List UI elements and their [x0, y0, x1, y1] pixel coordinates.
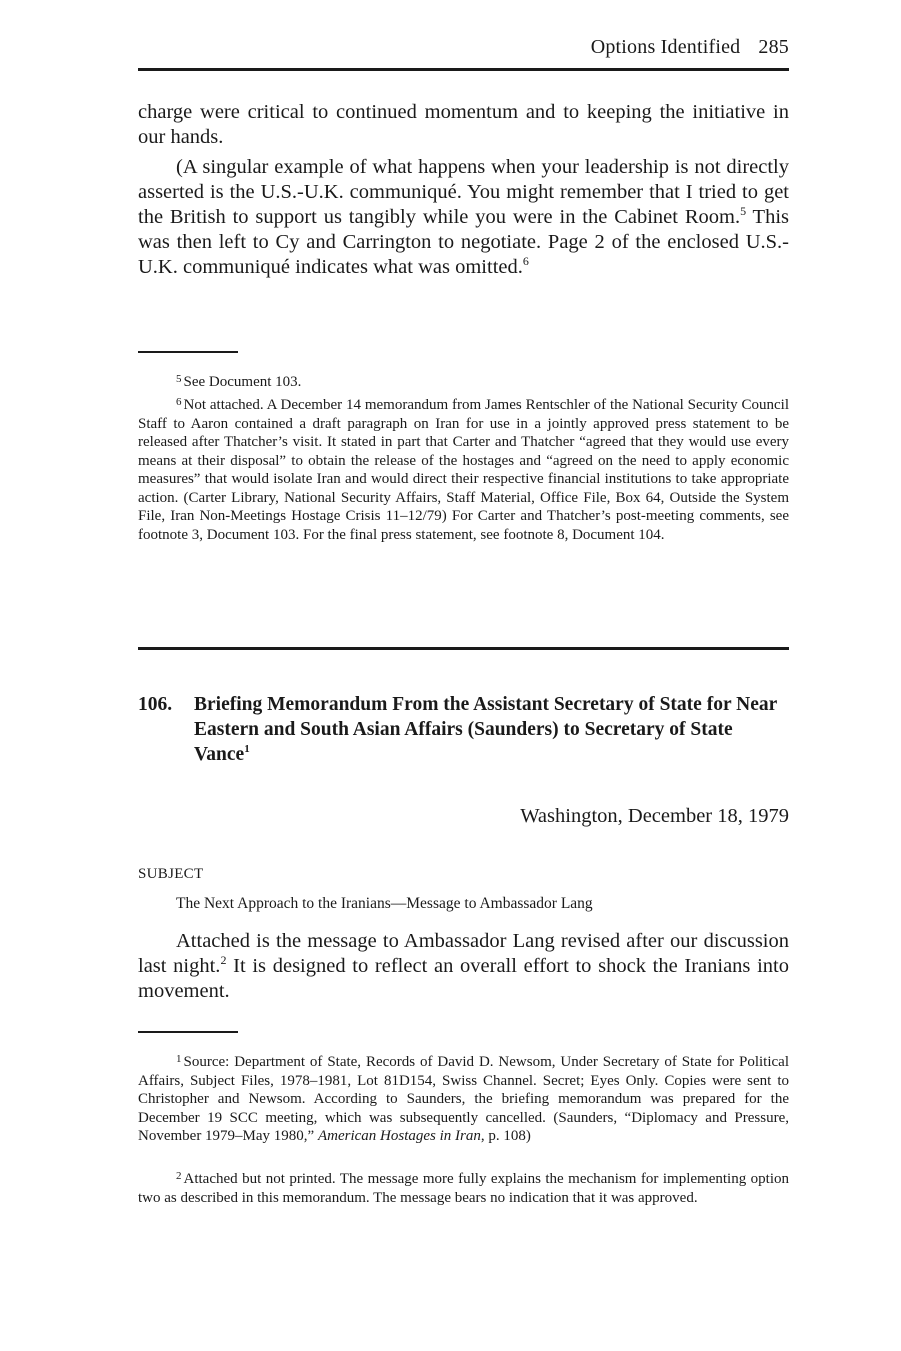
page-number: 285 [758, 36, 789, 58]
subject-line: The Next Approach to the Iranians—Message to Ambassador Lang [176, 895, 593, 912]
paragraph-continuation: charge were critical to continued momentum and to keeping the initiative in our hands. [138, 101, 789, 148]
paragraph-communique [138, 155, 789, 280]
footnote-text: Not attached. A December 14 memorandum from James Rentschler of the National Security Council Staff to Aaron contained a draft paragraph on Iran for use in a jointly approved press statement to be released after Thatcher’s visit. It stated in part that Carter and Thatcher “agreed that they would use every means at their disposal” to obtain the release of the hostages and “agreed on the need to apply economic measures” that would isolate Iran and would direct their respective financial institutions to take appropriate action. (Carter Library, National Security Affairs, Staff Material, Office File, Box 64, Outside the System File, Iran Non-Meetings Hostage Crisis 11–12/79) For Carter and Thatcher’s post-meeting comments, see footnote 3, Document 103. For the final press statement, see footnote 8, Document 104. [138, 397, 789, 543]
footnote-text: Attached but not printed. The message more fully explains the mechanism for implementing option two as described in this memorandum. The message bears no indication that it was approved. [138, 1171, 789, 1206]
paragraph-text: This was then left to Cy and Carrington to negotiate. Page 2 of the enclosed U.S.-U.K. communiqué indicates what was omitted. [138, 206, 790, 278]
footnote-number: 6 [176, 396, 182, 408]
dateline: Washington, December 18, 1979 [520, 805, 789, 827]
paragraph-text: It is designed to reflect an overall effort to shock the Iranians into movement. [138, 955, 789, 1002]
footnote-ref-2: 2 [220, 953, 227, 967]
footnote-ref-5: 5 [740, 204, 747, 218]
paragraph-memo-body [138, 929, 789, 1004]
footnote-number: 1 [176, 1053, 182, 1065]
header-rule [138, 68, 789, 71]
running-head [591, 36, 789, 59]
footnote-6 [138, 393, 789, 544]
footnote-ref-1: 1 [244, 743, 250, 755]
paragraph-text: (A singular example of what happens when your leadership is not directly asserted is the U.S.-U.K. communiqué. You might remember that I tried to get the British to support us tangibly while you were in the Cabinet Room. [138, 156, 789, 228]
document-number: 106. [138, 694, 173, 715]
footnote-2 [138, 1167, 789, 1207]
document-title-text: Briefing Memorandum From the Assistant Secretary of State for Near Eastern and South Asian Affairs (Saunders) to Secretary of State Vance [194, 694, 777, 765]
document-heading [138, 692, 789, 767]
section-rule [138, 647, 789, 650]
footnote-1 [138, 1050, 789, 1146]
footnote-text: Source: Department of State, Records of David D. Newsom, Under Secretary of State for Political Affairs, Subject Files, 1978–1981, Lot 81D154, Swiss Channel. Secret; Eyes Only. Copies were sent to Christopher and Newsom. According to Saunders, the briefing memorandum was prepared for the December 19 SCC meeting, which was subsequently cancelled. (Saunders, “Diplomacy and Pressure, November 1979–May 1980,” [138, 1054, 789, 1144]
subject-label: SUBJECT [138, 866, 204, 882]
footnote-rule [138, 351, 238, 353]
document-title [194, 692, 789, 767]
footnote-text: See Document 103. [183, 374, 302, 390]
section-title: Options Identified [590, 36, 741, 58]
footnote-number: 5 [176, 373, 182, 385]
paragraph-text: Attached is the message to Ambassador Lang revised after our discussion last night. [138, 930, 789, 977]
footnote-italic-title: American Hostages in Iran [317, 1128, 481, 1144]
footnote-5 [138, 370, 789, 392]
footnote-ref-6: 6 [522, 254, 529, 268]
footnote-rule [138, 1031, 238, 1033]
footnote-text: , p. 108) [480, 1128, 531, 1144]
footnote-number: 2 [176, 1170, 182, 1182]
